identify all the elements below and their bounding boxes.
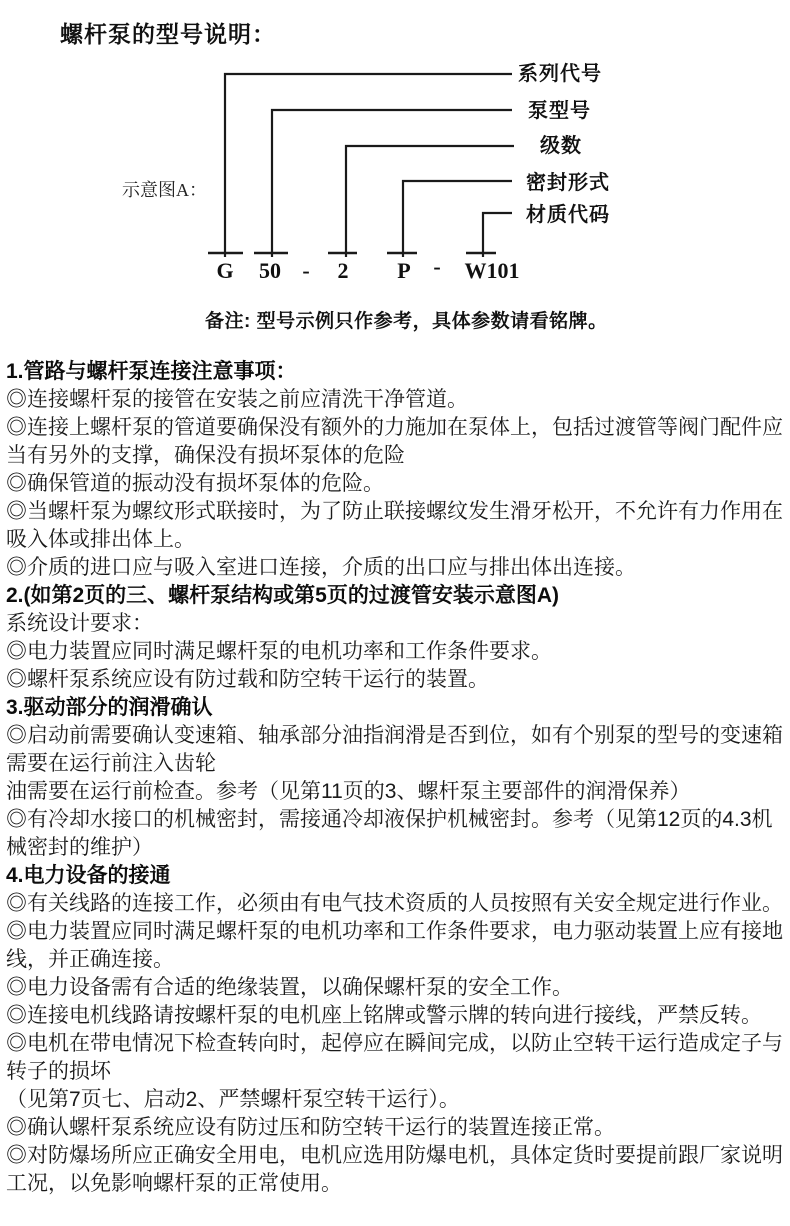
code-part-dash-2: -	[433, 254, 441, 279]
body-paragraph: ◎电力装置应同时满足螺杆泵的电机功率和工作条件要求，电力驱动装置上应有接地线，并正确连接。	[6, 920, 783, 971]
leader-line-series-code	[225, 74, 512, 257]
page-title: 螺杆泵的型号说明：	[60, 21, 276, 47]
body-paragraph: ◎电力装置应同时满足螺杆泵的电机功率和工作条件要求。	[6, 640, 552, 663]
body-paragraph: ◎连接电机线路请按螺杆泵的电机座上铭牌或警示牌的转向进行接线，严禁反转。	[6, 1004, 762, 1027]
body-paragraph: ◎有关线路的连接工作，必须由有电气技术资质的人员按照有关安全规定进行作业。	[6, 892, 783, 915]
body-paragraph: ◎介质的进口应与吸入室进口连接，介质的出口应与排出体出连接。	[6, 556, 636, 579]
label-material-code: 材质代码	[526, 204, 610, 226]
diagram-caption: 示意图A：	[122, 180, 207, 200]
leader-line-material-code	[483, 213, 512, 257]
model-code-diagram-lines	[0, 0, 790, 300]
code-part-seal: P	[397, 258, 411, 283]
leader-line-seal-type	[403, 181, 512, 257]
body-paragraph: ◎连接螺杆泵的接管在安装之前应清洗干净管道。	[6, 388, 468, 411]
body-paragraph: ◎螺杆泵系统应设有防过载和防空转干运行的装置。	[6, 668, 489, 691]
label-stages: 级数	[540, 135, 582, 157]
body-paragraph: ◎确认螺杆泵系统应设有防过压和防空转干运行的装置连接正常。	[6, 1116, 615, 1139]
body-paragraph: ◎确保管道的振动没有损坏泵体的危险。	[6, 472, 384, 495]
code-part-stages: 2	[337, 258, 349, 283]
section-1-heading: 1.管路与螺杆泵连接注意事项：	[6, 360, 297, 383]
body-paragraph: ◎当螺杆泵为螺纹形式联接时，为了防止联接螺纹发生滑牙松开，不允许有力作用在吸入体或排出体上。	[6, 500, 783, 551]
label-seal-type: 密封形式	[526, 172, 610, 194]
leader-line-pump-model	[272, 110, 512, 257]
code-part-material: W101	[464, 258, 520, 283]
label-pump-model: 泵型号	[528, 100, 591, 122]
body-paragraph: ◎对防爆场所应正确安全用电，电机应选用防爆电机，具体定货时要提前跟厂家说明工况，以免影响螺杆泵的正常使用。	[6, 1144, 783, 1195]
section-3-heading: 3.驱动部分的润滑确认	[6, 696, 213, 719]
body-paragraph: 系统设计要求：	[6, 612, 153, 635]
body-paragraph: ◎启动前需要确认变速箱、轴承部分油指润滑是否到位，如有个别泵的型号的变速箱需要在运行前注入齿轮	[6, 724, 783, 775]
body-paragraph: ◎电机在带电情况下检查转向时，起停应在瞬间完成，以防止空转干运行造成定子与转子的损坏	[6, 1032, 783, 1083]
body-paragraph: ◎电力设备需有合适的绝缘装置，以确保螺杆泵的安全工作。	[6, 976, 573, 999]
section-2-heading: 2.(如第2页的三、螺杆泵结构或第5页的过渡管安装示意图A)	[6, 584, 560, 607]
model-note: 备注: 型号示例只作参考，具体参数请看铭牌。	[205, 311, 608, 332]
body-paragraph: （见第7页七、启动2、严禁螺杆泵空转干运行）。	[6, 1088, 460, 1111]
body-text	[6, 358, 784, 1198]
label-series-code: 系列代号	[518, 63, 602, 85]
leader-line-stages	[346, 146, 514, 257]
body-paragraph: 油需要在运行前检查。参考（见第11页的3、螺杆泵主要部件的润滑保养）	[6, 780, 691, 803]
body-paragraph: ◎连接上螺杆泵的管道要确保没有额外的力施加在泵体上，包括过渡管等阀门配件应当有另外的支撑，确保没有损坏泵体的危险	[6, 416, 783, 467]
code-part-dash-1: -	[302, 258, 310, 283]
body-paragraph: ◎有冷却水接口的机械密封，需接通冷却液保护机械密封。参考（见第12页的4.3机械密封的维护）	[6, 808, 773, 859]
section-4-heading: 4.电力设备的接通	[6, 864, 171, 887]
code-part-model: 50	[259, 258, 281, 283]
code-part-series: G	[216, 258, 234, 283]
